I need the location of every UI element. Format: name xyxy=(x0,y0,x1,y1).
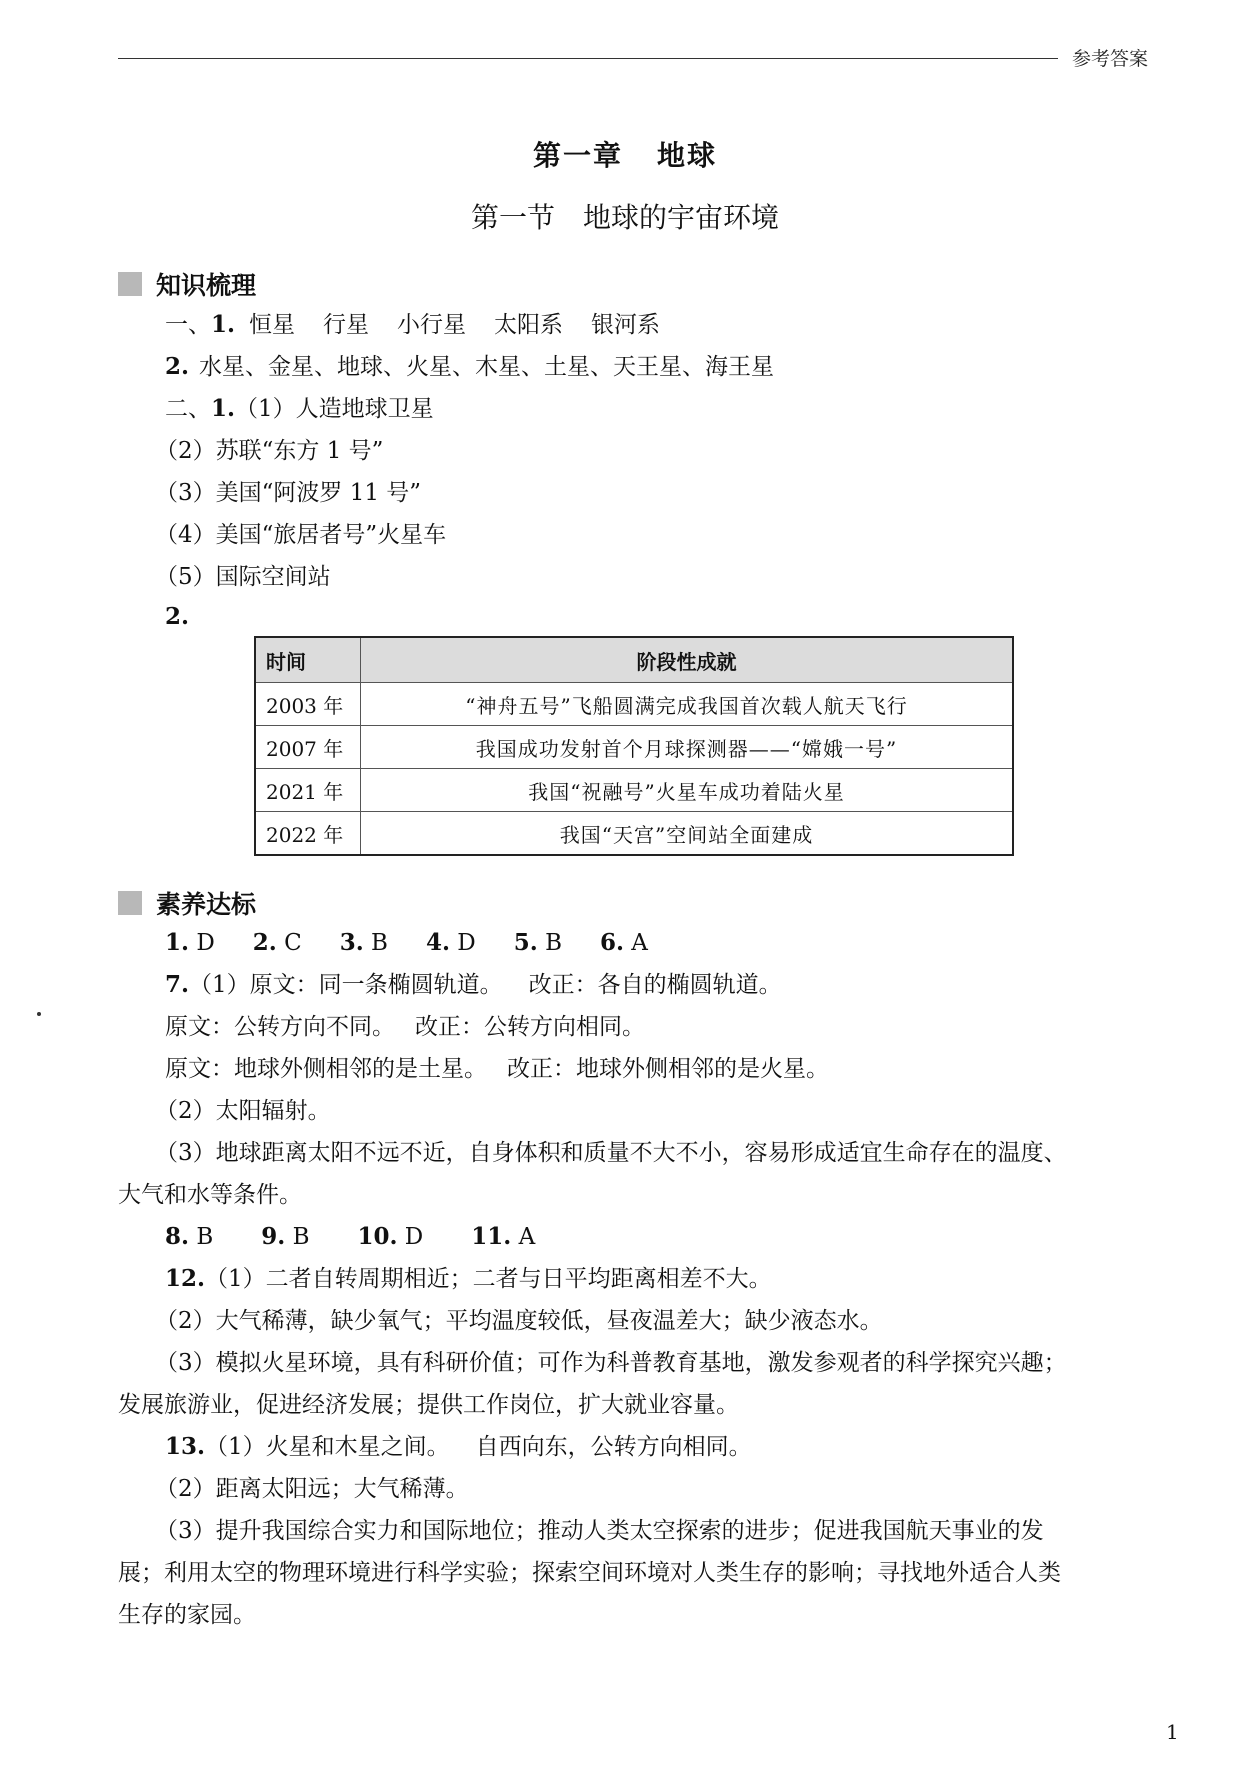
heading-practice: 素养达标 xyxy=(118,885,256,921)
q12-line-4: 发展旅游业，促进经济发展；提供工作岗位，扩大就业容量。 xyxy=(118,1392,739,1418)
q13-line-1: 13.（1）火星和木星之间。 自西向东，公转方向相同。 xyxy=(165,1433,752,1460)
q7-line-1: 7.（1）原文：同一条椭圆轨道。 改正：各自的椭圆轨道。 xyxy=(165,971,782,998)
practice-mc-row-2: 8. B 9. B 10. D 11. A xyxy=(165,1223,536,1250)
section-title xyxy=(0,196,1250,236)
practice-mc-row-1: 1. D 2. C 3. B 4. D 5. B 6. A xyxy=(165,929,648,956)
table-row: 2007 年 我国成功发射首个月球探测器——“嫦娥一号” xyxy=(255,726,1013,769)
q7-line-5: （3）地球距离太阳不远不近，自身体积和质量不大不小，容易形成适宜生命存在的温度、 xyxy=(155,1140,1067,1166)
table-header-achievement: 阶段性成就 xyxy=(361,637,1014,683)
knowledge-sub-2: （2）苏联“东方 1 号” xyxy=(155,438,384,464)
q12-line-2: （2）大气稀薄，缺少氧气；平均温度较低，昼夜温差大；缺少液态水。 xyxy=(155,1308,883,1334)
section-number: 第一节 xyxy=(470,201,555,234)
chapter-title xyxy=(0,134,1250,174)
achievements-table xyxy=(254,636,1014,856)
knowledge-sub-5: （5）国际空间站 xyxy=(155,564,331,590)
q12-line-1: 12.（1）二者自转周期相近；二者与日平均距离相差不大。 xyxy=(165,1265,772,1292)
q7-line-2: 原文：公转方向不同。 改正：公转方向相同。 xyxy=(165,1014,645,1040)
knowledge-table-number: 2. xyxy=(165,603,190,630)
knowledge-line-2: 2. 水星、金星、地球、火星、木星、土星、天王星、海王星 xyxy=(165,353,775,380)
table-row: 2021 年 我国“祝融号”火星车成功着陆火星 xyxy=(255,769,1013,812)
section-name: 地球的宇宙环境 xyxy=(583,201,780,234)
heading-knowledge: 知识梳理 xyxy=(118,266,256,302)
heading-square-icon xyxy=(118,891,142,915)
header-rule xyxy=(118,58,1058,59)
chapter-name: 地球 xyxy=(657,139,718,172)
q7-line-4: （2）太阳辐射。 xyxy=(155,1098,331,1124)
table-header-row xyxy=(255,637,1013,683)
table-row: 2022 年 我国“天宫”空间站全面建成 xyxy=(255,812,1013,856)
q13-line-4: 展；利用太空的物理环境进行科学实验；探索空间环境对人类生存的影响；寻找地外适合人类 xyxy=(118,1560,1061,1586)
q13-line-5: 生存的家园。 xyxy=(118,1602,256,1628)
q12-line-3: （3）模拟火星环境，具有科研价值；可作为科普教育基地，激发参观者的科学探究兴趣； xyxy=(155,1350,1067,1376)
scan-dot xyxy=(37,1012,41,1016)
q13-line-2: （2）距离太阳远；大气稀薄。 xyxy=(155,1476,469,1502)
q13-line-3: （3）提升我国综合实力和国际地位；推动人类太空探索的进步；促进我国航天事业的发 xyxy=(155,1518,1044,1544)
header-title: 参考答案 xyxy=(1072,48,1149,70)
q7-line-3: 原文：地球外侧相邻的是土星。 改正：地球外侧相邻的是火星。 xyxy=(165,1056,829,1082)
q7-line-6: 大气和水等条件。 xyxy=(118,1182,302,1208)
heading-square-icon xyxy=(118,272,142,296)
knowledge-line-3: 二、1.（1）人造地球卫星 xyxy=(165,395,434,422)
table-row: 2003 年 “神舟五号”飞船圆满完成我国首次载人航天飞行 xyxy=(255,683,1013,726)
knowledge-sub-4: （4）美国“旅居者号”火星车 xyxy=(155,522,447,548)
chapter-number: 第一章 xyxy=(532,139,623,172)
knowledge-sub-3: （3）美国“阿波罗 11 号” xyxy=(155,480,422,506)
page-number: 1 xyxy=(1166,1720,1179,1744)
table-header-time: 时间 xyxy=(255,637,361,683)
knowledge-line-1: 一、1. 恒星 行星 小行星 太阳系 银河系 xyxy=(165,311,661,338)
